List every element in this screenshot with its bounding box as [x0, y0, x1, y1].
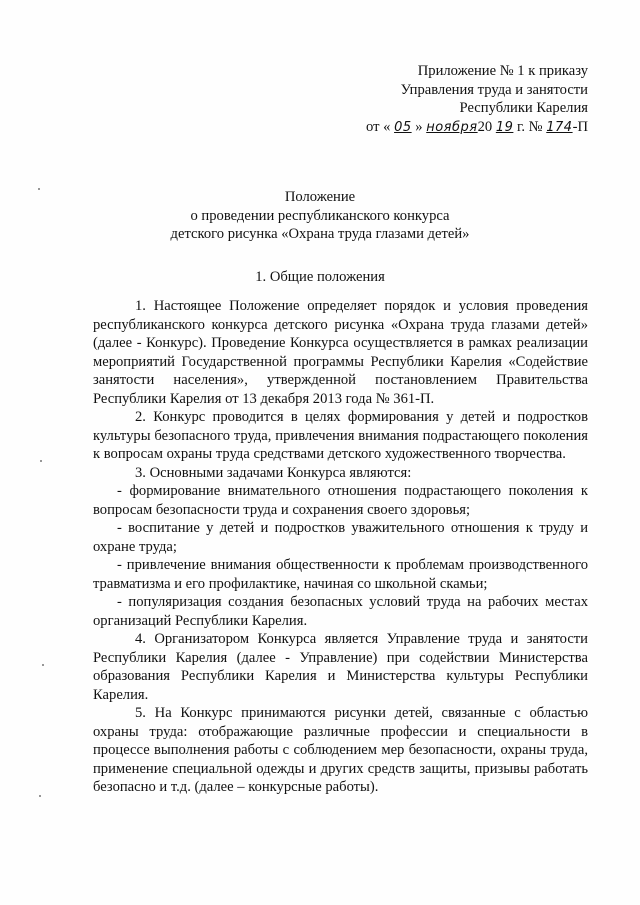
task-item-4: - популяризация создания безопасных условий труда на рабочих местах организаций Республики Карелия. — [93, 594, 588, 629]
year-tail: г. № — [517, 118, 543, 135]
appendix-line-2: Управления труда и занятости — [400, 81, 588, 98]
paragraph-1: 1. Настоящее Положение определяет порядок и условия проведения республиканского конкурса детского рисунка «Охрана труда глазами детей» (далее - Конкурс). Проведение Конкурса осуществляется в рамках реализации мероприятий Государственной программы Республики Карелия «Содействие занятости населения», утвержденной постановлением Правительства Республики Карелия от 13 декабря 2013 года № 361-П. — [93, 298, 588, 407]
scan-speck — [39, 795, 41, 797]
document-body — [93, 297, 588, 797]
task-item-2: - воспитание у детей и подростков уважительного отношения к труду и охране труда; — [93, 520, 588, 555]
document-title — [0, 188, 640, 244]
title-line-1: Положение — [284, 189, 356, 205]
title-line-2: о проведении республиканского конкурса — [190, 207, 450, 224]
date-day: 05 — [394, 119, 412, 135]
title-line-3: детского рисунка «Охрана труда глазами детей» — [170, 226, 470, 242]
scan-speck — [42, 664, 44, 666]
task-item-1: - формирование внимательного отношения подрастающего поколения к вопросам безопасности труда и сохранения своего здоровья; — [93, 483, 588, 518]
appendix-date-line — [366, 118, 588, 138]
paragraph-2: 2. Конкурс проводится в целях формирования у детей и подростков культуры безопасного труда, привлечения внимания подрастающего поколения к вопросам охраны труда средствами детского художественного творчества. — [93, 409, 588, 462]
date-mid: » — [415, 118, 423, 135]
year-prefix: 20 — [477, 118, 493, 135]
date-month: ноября — [426, 119, 478, 135]
appendix-header — [366, 62, 588, 137]
paragraph-5: 5. На Конкурс принимаются рисунки детей, связанные с областью охраны труда: отображающие различные профессии и специальности в процессе выполнения работы с соблюдением мер безопасности, охраны труда, применение специальной одежды и других средств защиты, призывы работать безопасно и т.д. (далее – конкурсные работы). — [93, 705, 588, 795]
scan-speck — [38, 188, 40, 190]
paragraph-4: 4. Организатором Конкурса является Управление труда и занятости Республики Карелия (далее - Управление) при содействии Министерства образования Республики Карелия и Министерства культуры Республики Карелия. — [93, 631, 588, 703]
scan-speck — [40, 460, 42, 462]
section-heading: 1. Общие положения — [255, 269, 385, 285]
task-item-3: - привлечение внимания общественности к проблемам производственного травматизма и его профилактике, начиная со школьной скамьи; — [93, 557, 588, 592]
order-number-suffix: -П — [572, 118, 588, 135]
year-suffix: 19 — [495, 119, 514, 135]
date-prefix: от « — [365, 118, 391, 135]
appendix-line-3: Республики Карелия — [459, 100, 588, 116]
appendix-line-1: Приложение № 1 к приказу — [417, 63, 588, 79]
paragraph-3: 3. Основными задачами Конкурса являются: — [135, 464, 412, 481]
order-number: 174 — [546, 119, 573, 135]
